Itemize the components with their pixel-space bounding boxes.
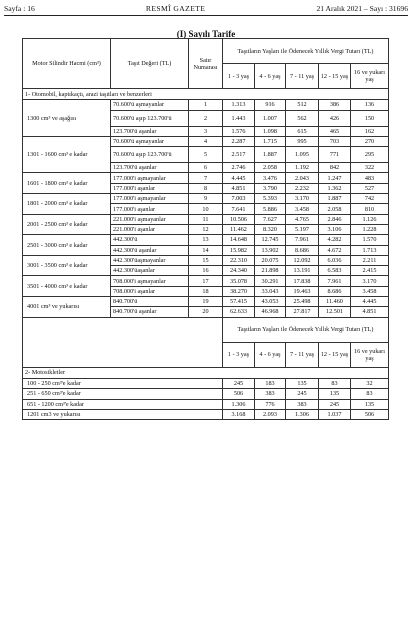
section-row [23,89,389,100]
row-number-cell: 3 [189,126,223,136]
tax-cell: 38.270 [223,286,255,296]
row-number-cell: 4 [189,136,223,146]
table-row [23,378,389,388]
tax-cell: 24.340 [223,266,255,276]
tax-cell: 4.765 [286,214,319,224]
tax-cell: 1.570 [351,235,389,245]
value-cell: 442.300'üaşmayanlar [111,255,189,265]
value-cell: 840.700'ü [111,297,189,307]
table-header-row [23,39,389,64]
tax-cell: 810 [351,204,389,214]
tax-cell: 995 [286,136,319,146]
tax-cell: 7.961 [319,276,351,286]
tax-cell: 742 [351,194,389,204]
tax-cell: 1.715 [255,136,286,146]
age-group-header: Taşıtların Yaşları ile Ödenecek Yıllık Vergi Tutarı (TL) [223,39,389,64]
tax-cell: 43.053 [255,297,286,307]
tariff-title: (I) Sayılı Tarife [176,29,236,39]
table-row [23,399,389,409]
value-cell: 177.000'i aşanlar [111,204,189,214]
tax-cell: 8.686 [286,245,319,255]
tax-cell: 506 [223,389,255,399]
tax-cell: 512 [286,100,319,110]
tax-cell: 483 [351,173,389,183]
tax-cell: 2.211 [351,255,389,265]
tax-cell: 8.320 [255,224,286,234]
tax-cell: 1.095 [286,147,319,163]
blank-cell [23,317,223,367]
row-number-cell: 18 [189,286,223,296]
tax-cell: 1.037 [319,409,351,419]
tax-cell: 12.501 [319,307,351,317]
tax-cell: 245 [223,378,255,388]
row-number-cell: 11 [189,214,223,224]
table-row [23,173,389,183]
row-number-cell: 1 [189,100,223,110]
tax-cell: 183 [255,378,286,388]
tax-cell: 135 [319,389,351,399]
age-header: 16 ve yukarı yaş [351,64,389,89]
tax-cell: 615 [286,126,319,136]
tax-cell: 2.846 [319,214,351,224]
tax-cell: 1.887 [319,194,351,204]
tax-cell: 3.458 [351,286,389,296]
tax-cell: 162 [351,126,389,136]
section-row [23,367,389,378]
tax-cell: 6.036 [319,255,351,265]
tax-cell: 1.443 [223,110,255,126]
tax-cell: 4.445 [223,173,255,183]
tax-cell: 562 [286,110,319,126]
table-row [23,214,389,224]
table-row [23,297,389,307]
motor-cell: 3501 - 4000 cm³ e kadar [23,276,111,297]
value-cell: 123.700'ü aşanlar [111,163,189,173]
tax-cell: 1.098 [255,126,286,136]
motor-header: Motor Silindir Hacmi (cm³) [23,39,111,89]
row-number-cell: 20 [189,307,223,317]
value-cell: 221.000'i aşmayanlar [111,214,189,224]
value-cell: 123.700'ü aşanlar [111,126,189,136]
table-row [23,255,389,265]
motor-cell: 251 - 650 cm³'e kadar [23,389,223,399]
tax-cell: 1.576 [223,126,255,136]
tax-cell: 4.282 [319,235,351,245]
tax-cell: 33.043 [255,286,286,296]
tax-cell: 465 [319,126,351,136]
tax-cell: 1.228 [351,224,389,234]
tax-cell: 383 [286,399,319,409]
page-number: Sayfa : 16 [4,3,35,13]
value-cell: 70.600'ü aşıp 123.700'ü [111,110,189,126]
tax-cell: 3.458 [286,204,319,214]
row-number-cell: 5 [189,147,223,163]
tax-cell: 62.633 [223,307,255,317]
tax-cell: 916 [255,100,286,110]
value-cell: 442.300'üaşanlar [111,266,189,276]
tax-cell: 7.003 [223,194,255,204]
row-number-cell: 6 [189,163,223,173]
value-cell: 177.000'i aşmayanlar [111,194,189,204]
tax-cell: 3.106 [319,224,351,234]
tax-cell: 1.362 [319,183,351,193]
tax-cell: 1.713 [351,245,389,255]
tax-cell: 1.887 [255,147,286,163]
tax-cell: 20.075 [255,255,286,265]
table-row [23,276,389,286]
tax-cell: 13.191 [286,266,319,276]
tax-cell: 3.170 [286,194,319,204]
motor-cell: 651 - 1200 cm³'e kadar [23,399,223,409]
tax-cell: 136 [351,100,389,110]
tax-cell: 1.247 [319,173,351,183]
motor-cell: 1300 cm³ ve aşağısı [23,100,111,137]
tax-cell: 2.415 [351,266,389,276]
motor-cell: 100 - 250 cm³'e kadar [23,378,223,388]
row-number-cell: 19 [189,297,223,307]
tax-cell: 527 [351,183,389,193]
table-row [23,136,389,146]
tax-cell: 245 [319,399,351,409]
value-cell: 708.000'i aşmayanlar [111,276,189,286]
tax-cell: 1.313 [223,100,255,110]
tax-cell: 11.462 [223,224,255,234]
tax-cell: 5.393 [255,194,286,204]
table-row [23,389,389,399]
tax-cell: 14.648 [223,235,255,245]
tax-cell: 5.886 [255,204,286,214]
tax-cell: 7.961 [286,235,319,245]
table-row [23,409,389,419]
tax-cell: 10.506 [223,214,255,224]
motor-cell: 4001 cm³ ve yukarısı [23,297,111,318]
tax-cell: 46.968 [255,307,286,317]
value-cell: 442.300'ü [111,235,189,245]
tax-cell: 2.093 [255,409,286,419]
tax-cell: 11.460 [319,297,351,307]
tax-cell: 7.641 [223,204,255,214]
tax-cell: 2.287 [223,136,255,146]
tax-cell: 27.817 [286,307,319,317]
row-number-cell: 15 [189,255,223,265]
value-header: Taşıt Değeri (TL) [111,39,189,89]
tax-cell: 1.192 [286,163,319,173]
gazette-name: RESMÎ GAZETE [145,3,206,13]
tax-cell: 83 [351,389,389,399]
age-header: 1 - 3 yaş [223,64,255,89]
tax-cell: 1.306 [223,399,255,409]
tax-cell: 776 [255,399,286,409]
motor-cell: 1601 - 1800 cm³ e kadar [23,173,111,194]
tax-cell: 1.007 [255,110,286,126]
tax-cell: 2.043 [286,173,319,183]
tax-cell: 12.092 [286,255,319,265]
row-number-cell: 17 [189,276,223,286]
tax-cell: 383 [255,389,286,399]
tax-cell: 386 [319,100,351,110]
tax-cell: 1.126 [351,214,389,224]
section-title: 2- Motosikletler [23,367,389,378]
tax-cell: 7.627 [255,214,286,224]
tax-cell: 21.898 [255,266,286,276]
value-cell: 442.300'ü aşanlar [111,245,189,255]
page-header [4,2,408,14]
tax-cell: 3.170 [351,276,389,286]
value-cell: 840.700'ü aşanlar [111,307,189,317]
value-cell: 70.600'ü aşıp 123.700'ü [111,147,189,163]
tax-cell: 30.291 [255,276,286,286]
tax-cell: 32 [351,378,389,388]
value-cell: 70.600'ü aşmayanlar [111,136,189,146]
tax-cell: 4.672 [319,245,351,255]
tax-cell: 270 [351,136,389,146]
row-number-cell: 8 [189,183,223,193]
age-header: 12 - 15 yaş [319,342,351,367]
tax-cell: 4.851 [223,183,255,193]
tax-cell: 19.463 [286,286,319,296]
issue-date: 21 Aralık 2021 – Sayı : 31696 [316,3,408,13]
value-cell: 708.000'i aşanlar [111,286,189,296]
tax-cell: 57.415 [223,297,255,307]
tax-cell: 22.310 [223,255,255,265]
section-title: 1- Otomobil, kaptıkaçtı, arazi taşıtları ve benzerleri [23,89,389,100]
tax-cell: 12.745 [255,235,286,245]
motor-cell: 3001 - 3500 cm³ e kadar [23,255,111,276]
tax-cell: 506 [351,409,389,419]
motor-cell: 2001 - 2500 cm³ e kadar [23,214,111,235]
tax-cell: 295 [351,147,389,163]
tax-cell: 2.058 [255,163,286,173]
tax-cell: 83 [319,378,351,388]
table-row [23,235,389,245]
value-cell: 221.000'i aşanlar [111,224,189,234]
row-number-cell: 7 [189,173,223,183]
tax-cell: 3.476 [255,173,286,183]
tax-cell: 426 [319,110,351,126]
tax-cell: 703 [319,136,351,146]
age-group-header-2: Taşıtların Yaşları ile Ödenecek Yıllık Vergi Tutarı (TL) [223,317,389,342]
tax-cell: 17.838 [286,276,319,286]
row-number-cell: 2 [189,110,223,126]
motor-cell: 1801 - 2000 cm³ e kadar [23,194,111,215]
motor-cell: 2501 - 3000 cm³ e kadar [23,235,111,256]
row-number-cell: 14 [189,245,223,255]
tax-cell: 15.982 [223,245,255,255]
table-row [23,100,389,110]
tax-cell: 35.078 [223,276,255,286]
tax-cell: 322 [351,163,389,173]
tax-cell: 3.790 [255,183,286,193]
value-cell: 70.600'ü aşmayanlar [111,100,189,110]
tax-cell: 1.306 [286,409,319,419]
tax-cell: 4.445 [351,297,389,307]
tax-cell: 25.498 [286,297,319,307]
tax-cell: 3.168 [223,409,255,419]
tax-cell: 135 [351,399,389,409]
row-number-cell: 12 [189,224,223,234]
table-row [23,194,389,204]
header-rule [4,15,408,16]
age-header: 7 - 11 yaş [286,64,319,89]
tariff-table [22,38,389,420]
age-header: 12 - 15 yaş [319,64,351,89]
tax-cell: 2.058 [319,204,351,214]
row-number-header: Satır Numarası [189,39,223,89]
row-number-cell: 13 [189,235,223,245]
row-number-cell: 16 [189,266,223,276]
tax-cell: 245 [286,389,319,399]
motor-cell: 1301 - 1600 cm³ e kadar [23,136,111,173]
tax-cell: 150 [351,110,389,126]
tax-cell: 13.902 [255,245,286,255]
tax-cell: 4.851 [351,307,389,317]
age-header: 7 - 11 yaş [286,342,319,367]
age-header: 4 - 6 yaş [255,342,286,367]
tax-cell: 135 [286,378,319,388]
tax-cell: 5.197 [286,224,319,234]
tax-cell: 842 [319,163,351,173]
age-header: 4 - 6 yaş [255,64,286,89]
table-header-row-2 [23,317,389,342]
tax-cell: 2.746 [223,163,255,173]
age-header: 1 - 3 yaş [223,342,255,367]
age-header: 16 ve yukarı yaş [351,342,389,367]
row-number-cell: 9 [189,194,223,204]
tax-cell: 6.583 [319,266,351,276]
value-cell: 177.000'i aşanlar [111,183,189,193]
motor-cell: 1201 cm3 ve yukarısı [23,409,223,419]
value-cell: 177.000'i aşmayanlar [111,173,189,183]
tax-cell: 2.232 [286,183,319,193]
tax-cell: 771 [319,147,351,163]
tax-cell: 8.686 [319,286,351,296]
row-number-cell: 10 [189,204,223,214]
tax-cell: 2.517 [223,147,255,163]
